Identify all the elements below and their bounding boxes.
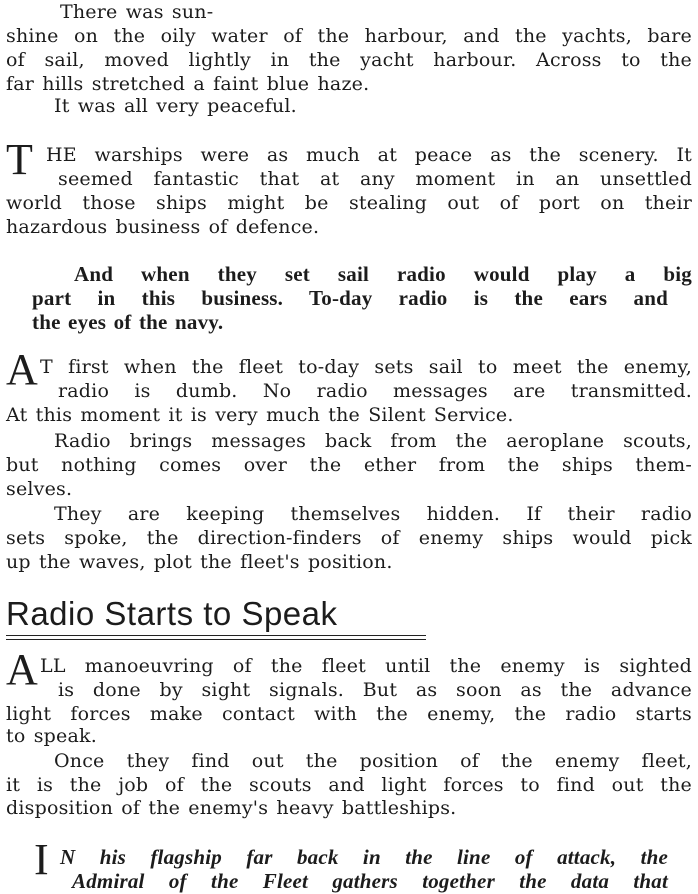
heading-underline (6, 639, 426, 640)
text-line: Radio brings messages back from the aeroplane scouts, (54, 430, 692, 452)
text-line: T first when the fleet to-day sets sail to meet the enemy, (40, 356, 692, 378)
text-line: disposition of the enemy's heavy battleships. (6, 797, 457, 819)
text-line: radio is dumb. No radio messages are transmitted. (58, 380, 692, 402)
drop-cap: T (6, 135, 33, 184)
text-line: LL manoeuvring of the fleet until the enemy is sighted (40, 655, 692, 677)
text-line: of sail, moved lightly in the yacht harbour. Across to the (6, 49, 692, 71)
text-line: up the waves, plot the fleet's position. (6, 551, 393, 573)
text-line: light forces make contact with the enemy, the radio starts (6, 703, 692, 725)
text-line: is done by sight signals. But as soon as the advance (58, 679, 692, 701)
bold-text-line: part in this business. To-day radio is the ears and (32, 286, 668, 310)
text-line: it is the job of the scouts and light forces to find out the (6, 774, 692, 796)
heading-underline (6, 635, 426, 636)
text-line: shine on the oily water of the harbour, and the yachts, bare (6, 25, 692, 47)
text-line: to speak. (6, 725, 97, 747)
drop-cap: I (34, 835, 49, 884)
text-line: far hills stretched a faint blue haze. (6, 73, 370, 95)
text-line: Once they find out the position of the enemy fleet, (54, 750, 692, 772)
text-line: selves. (6, 478, 73, 500)
text-line: It was all very peaceful. (54, 95, 297, 117)
bold-text-line: N his flagship far back in the line of attack, the (60, 845, 668, 869)
text-line: world those ships might be stealing out of port on their (6, 192, 692, 214)
drop-cap: A (6, 645, 38, 694)
text-line: sets spoke, the direction-finders of enemy ships would pick (6, 527, 692, 549)
drop-cap: A (6, 345, 38, 394)
text-line: but nothing comes over the ether from the ships them- (6, 454, 692, 476)
bold-text-line: the eyes of the navy. (32, 310, 224, 334)
section-heading: Radio Starts to Speak (6, 595, 338, 632)
text-line: At this moment it is very much the Silent Service. (6, 404, 514, 426)
text-line: They are keeping themselves hidden. If their radio (54, 503, 692, 525)
text-line: There was sun- (60, 1, 214, 23)
text-line: HE warships were as much at peace as the scenery. It (46, 144, 692, 166)
text-line: seemed fantastic that at any moment in an unsettled (58, 168, 692, 190)
bold-text-line: And when they set sail radio would play a big (74, 262, 692, 286)
text-line: hazardous business of defence. (6, 216, 320, 238)
bold-text-line: Admiral of the Fleet gathers together the data that (72, 869, 668, 893)
